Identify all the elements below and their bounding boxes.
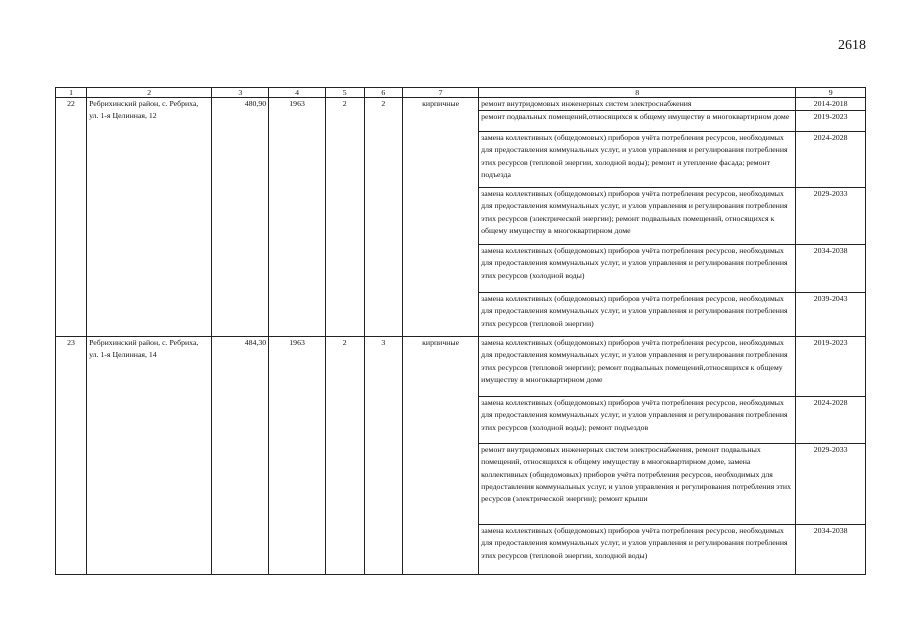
address-cell: Ребрихинский район, с. Ребриха, ул. 1-я Целинная, 12 xyxy=(87,98,212,337)
column-header: 6 xyxy=(364,88,403,98)
work-period-cell: 2034-2038 xyxy=(796,525,866,575)
work-description-cell: замена коллективных (общедомовых) приборов учёта потребления ресурсов, необходимых для предоставления коммунальных услуг, и узлов управления и регулирования потребления этих ресурсов (тепловой энергии); ремонт подвальных помещений,относящихся к общему имуществу в многоквартирном доме xyxy=(479,337,796,397)
column-header: 2 xyxy=(87,88,212,98)
work-description-cell: замена коллективных (общедомовых) приборов учёта потребления ресурсов, необходимых для предоставления коммунальных услуг, и узлов управления и регулирования потребления этих ресурсов (тепловой энергии) xyxy=(479,293,796,337)
wall-material-cell: кирпичные xyxy=(403,98,479,337)
column-header: 9 xyxy=(796,88,866,98)
floors-cell: 2 xyxy=(325,337,364,575)
column-header: 3 xyxy=(212,88,269,98)
work-description-cell: ремонт подвальных помещений,относящихся к общему имуществу в многоквартирном доме xyxy=(479,111,796,132)
building-number-cell: 22 xyxy=(56,98,87,337)
work-period-cell: 2019-2023 xyxy=(796,111,866,132)
column-header: 7 xyxy=(403,88,479,98)
wall-material-cell: кирпичные xyxy=(403,337,479,575)
work-description-cell: замена коллективных (общедомовых) приборов учёта потребления ресурсов, необходимых для предоставления коммунальных услуг, и узлов управления и регулирования потребления этих ресурсов (тепловой энергии, холодной воды) xyxy=(479,525,796,575)
table-row xyxy=(56,337,866,397)
work-description-cell: замена коллективных (общедомовых) приборов учёта потребления ресурсов, необходимых для предоставления коммунальных услуг, и узлов управления и регулирования потребления этих ресурсов (холодной воды); ремонт подъездов xyxy=(479,397,796,444)
column-header: 1 xyxy=(56,88,87,98)
area-cell: 480,90 xyxy=(212,98,269,337)
work-description-cell: замена коллективных (общедомовых) приборов учёта потребления ресурсов, необходимых для предоставления коммунальных услуг, и узлов управления и регулирования потребления этих ресурсов (электрической энергии); ремонт подвальных помещений, относящихся к общему имуществу в многоквартирном доме xyxy=(479,188,796,245)
column-number-row xyxy=(56,88,866,98)
column-header: 4 xyxy=(269,88,326,98)
work-period-cell: 2029-2033 xyxy=(796,444,866,525)
housing-register-table xyxy=(55,87,866,575)
column-header: 5 xyxy=(325,88,364,98)
work-description-cell: замена коллективных (общедомовых) приборов учёта потребления ресурсов, необходимых для предоставления коммунальных услуг, и узлов управления и регулирования потребления этих ресурсов (холодной воды) xyxy=(479,245,796,293)
address-cell: Ребрихинский район, с. Ребриха, ул. 1-я Целинная, 14 xyxy=(87,337,212,575)
page-number: 2618 xyxy=(838,38,866,53)
work-period-cell: 2034-2038 xyxy=(796,245,866,293)
work-description-cell: ремонт внутридомовых инженерных систем электроснабжения, ремонт подвальных помещений, относящихся к общему имуществу в многоквартирном доме, замена коллективных (общедомовых) приборов учёта потребления ресурсов, необходимых для предоставления коммунальных услуг, и узлов управления и регулирования потребления этих ресурсов (электрической энергии); ремонт крыши xyxy=(479,444,796,525)
entrances-cell: 3 xyxy=(364,337,403,575)
work-period-cell: 2029-2033 xyxy=(796,188,866,245)
work-period-cell: 2039-2043 xyxy=(796,293,866,337)
table-row xyxy=(56,98,866,111)
year-built-cell: 1963 xyxy=(269,98,326,337)
year-built-cell: 1963 xyxy=(269,337,326,575)
work-description-cell: замена коллективных (общедомовых) приборов учёта потребления ресурсов, необходимых для предоставления коммунальных услуг, и узлов управления и регулирования потребления этих ресурсов (тепловой энергии, холодной воды); ремонт и утепление фасада; ремонт подъезда xyxy=(479,132,796,188)
work-period-cell: 2024-2028 xyxy=(796,132,866,188)
work-description-cell: ремонт внутридомовых инженерных систем электроснабжения xyxy=(479,98,796,111)
work-period-cell: 2024-2028 xyxy=(796,397,866,444)
column-header: 8 xyxy=(479,88,796,98)
building-number-cell: 23 xyxy=(56,337,87,575)
area-cell: 484,30 xyxy=(212,337,269,575)
floors-cell: 2 xyxy=(325,98,364,337)
entrances-cell: 2 xyxy=(364,98,403,337)
work-period-cell: 2014-2018 xyxy=(796,98,866,111)
work-period-cell: 2019-2023 xyxy=(796,337,866,397)
